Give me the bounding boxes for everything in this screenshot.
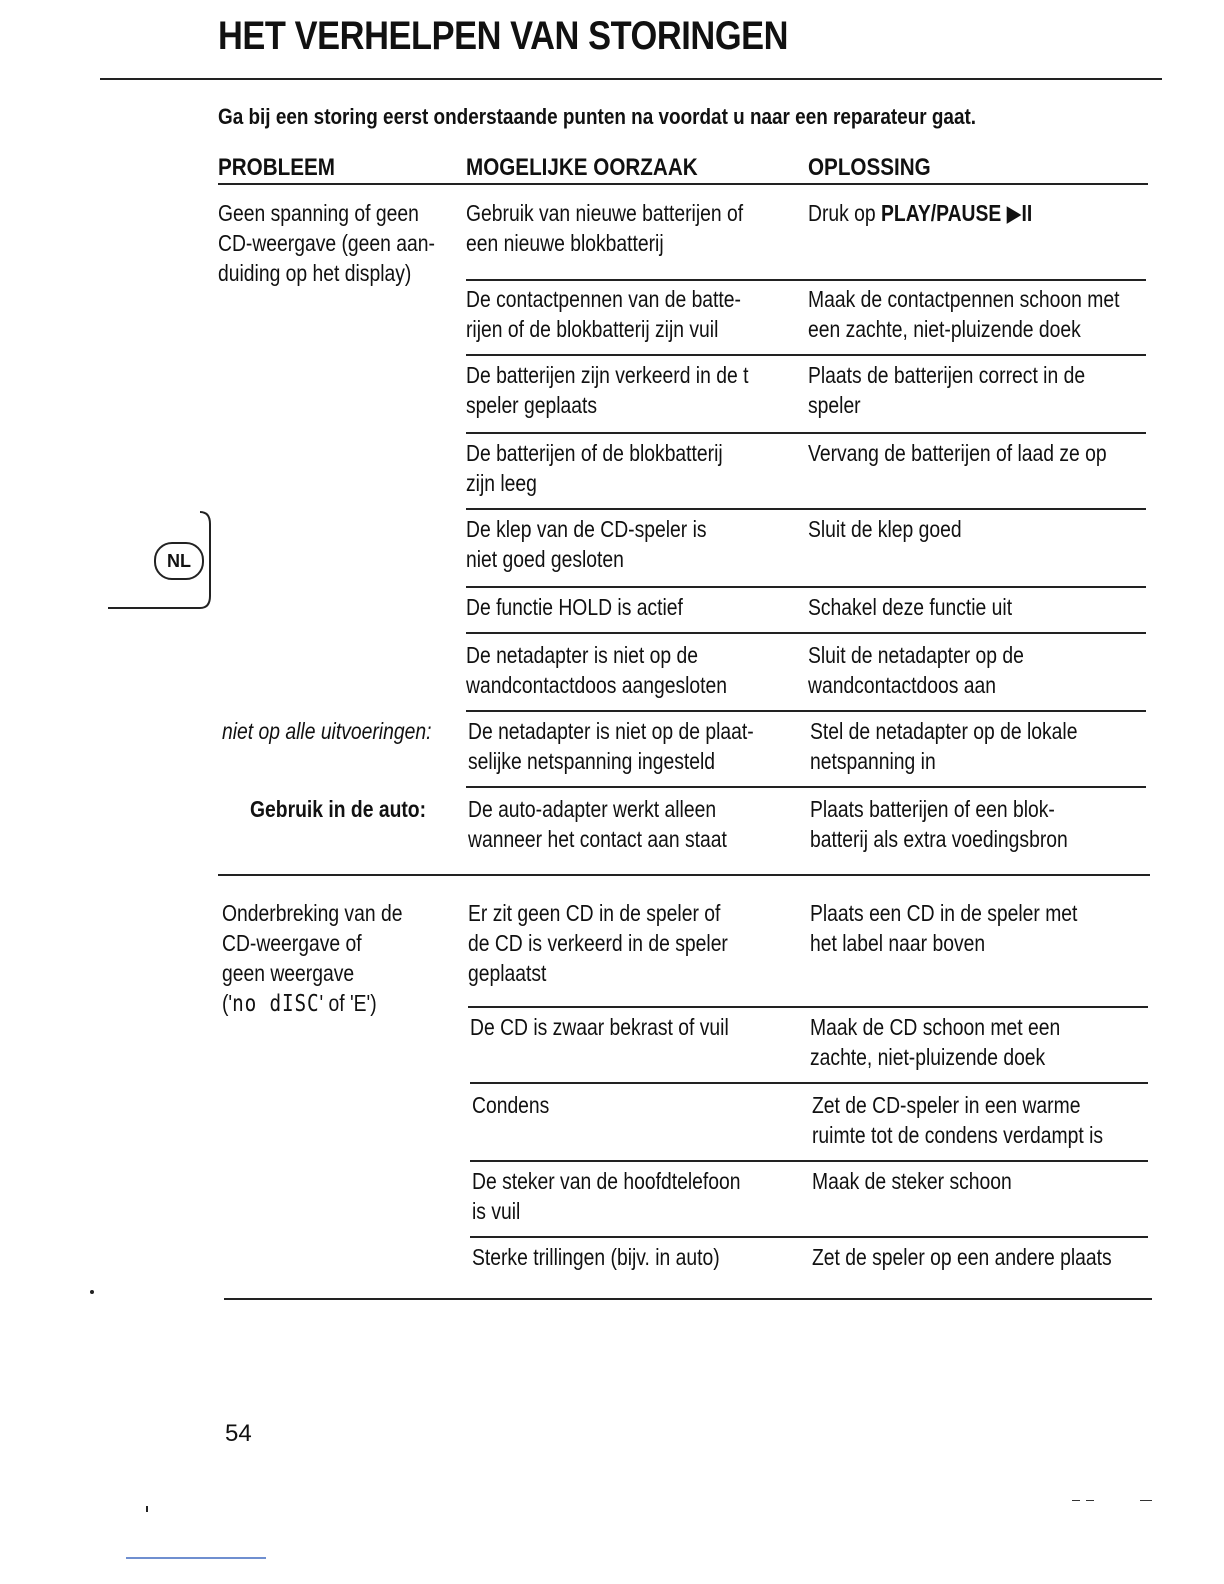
cause-text: De contactpennen van de batte- rijen of de blokbatterij zijn vuil <box>466 286 741 342</box>
solution-text: Stel de netadapter op de lokale netspanning in <box>810 718 1078 774</box>
row-divider <box>470 1082 1148 1084</box>
problem-text: Geen spanning of geen CD-weergave (geen aan- duiding op het display) <box>218 200 435 286</box>
header-rule <box>218 183 1148 185</box>
stray-mark <box>1072 1500 1080 1501</box>
stray-mark <box>1086 1500 1094 1501</box>
cause-text: Er zit geen CD in de speler of de CD is verkeerd in de speler geplaatst <box>468 900 728 986</box>
table-bottom-rule <box>224 1298 1152 1300</box>
cause-text: De netadapter is niet op de wandcontactdoos aangesloten <box>466 642 728 698</box>
scan-edge-line <box>126 1557 266 1559</box>
variant-note: niet op alle uitvoeringen: <box>222 718 432 744</box>
row-divider <box>466 432 1146 434</box>
row-divider <box>466 354 1146 356</box>
row-divider <box>466 786 1146 788</box>
solution-text: Zet de speler op een andere plaats <box>812 1244 1112 1270</box>
row-divider <box>466 710 1146 712</box>
cause-text: De CD is zwaar bekrast of vuil <box>470 1014 729 1040</box>
title-rule <box>100 78 1162 80</box>
header-cause: MOGELIJKE OORZAAK <box>466 154 698 181</box>
solution-text: Sluit de netadapter op de wandcontactdoos aan <box>808 642 1024 698</box>
cause-text: Sterke trillingen (bijv. in auto) <box>472 1244 720 1270</box>
stray-mark <box>146 1506 148 1512</box>
row-divider <box>466 279 1146 281</box>
play-pause-label: PLAY/PAUSE ▶II <box>881 200 1033 226</box>
cause-text: De klep van de CD-speler is niet goed gesloten <box>466 516 707 572</box>
solution-text: Maak de steker schoon <box>812 1168 1012 1194</box>
cause-text: Gebruik van nieuwe batterijen of een nieuwe blokbatterij <box>466 200 744 256</box>
cause-text: De batterijen zijn verkeerd in de t speler geplaats <box>466 362 749 418</box>
lcd-no-disc: no dISC <box>232 991 320 1017</box>
intro-text: Ga bij een storing eerst onderstaande punten na voordat u naar een reparateur gaat. <box>218 104 977 129</box>
header-solution: OPLOSSING <box>808 154 931 181</box>
row-divider <box>466 508 1146 510</box>
car-use-label: Gebruik in de auto: <box>250 796 427 822</box>
stray-mark <box>1140 1500 1152 1501</box>
solution-text: Schakel deze functie uit <box>808 594 1013 620</box>
row-divider <box>466 586 1146 588</box>
page-title: HET VERHELPEN VAN STORINGEN <box>218 14 789 58</box>
solution-text: Plaats een CD in de speler met het label naar boven <box>810 900 1078 956</box>
stray-mark <box>90 1290 94 1294</box>
solution-text: Zet de CD-speler in een warme ruimte tot de condens verdampt is <box>812 1092 1104 1148</box>
solution-text: Plaats batterijen of een blok- batterij als extra voedingsbron <box>810 796 1068 852</box>
cause-text: De steker van de hoofdtelefoon is vuil <box>472 1168 741 1224</box>
solution-text: Druk op PLAY/PAUSE ▶II <box>808 200 1033 226</box>
cause-text: De auto-adapter werkt alleen wanneer het contact aan staat <box>468 796 727 852</box>
solution-text: Plaats de batterijen correct in de speler <box>808 362 1086 418</box>
header-problem: PROBLEEM <box>218 154 335 181</box>
problem-text: Onderbreking van de CD-weergave of geen weergave ('no dISC' of 'E') <box>222 900 403 1017</box>
solution-text: Sluit de klep goed <box>808 516 962 542</box>
cause-text: De functie HOLD is actief <box>466 594 683 620</box>
section-divider <box>218 874 1150 876</box>
solution-text: Vervang de batterijen of laad ze op <box>808 440 1107 466</box>
row-divider <box>466 632 1146 634</box>
solution-text: Maak de CD schoon met een zachte, niet-pluizende doek <box>810 1014 1061 1070</box>
language-badge: NL <box>154 542 204 580</box>
row-divider <box>470 1236 1148 1238</box>
page-number: 54 <box>225 1420 252 1447</box>
cause-text: Condens <box>472 1092 550 1118</box>
row-divider <box>468 1006 1148 1008</box>
solution-text: Maak de contactpennen schoon met een zachte, niet-pluizende doek <box>808 286 1120 342</box>
cause-text: De netadapter is niet op de plaat- selijke netspanning ingesteld <box>468 718 754 774</box>
row-divider <box>470 1160 1148 1162</box>
cause-text: De batterijen of de blokbatterij zijn leeg <box>466 440 723 496</box>
